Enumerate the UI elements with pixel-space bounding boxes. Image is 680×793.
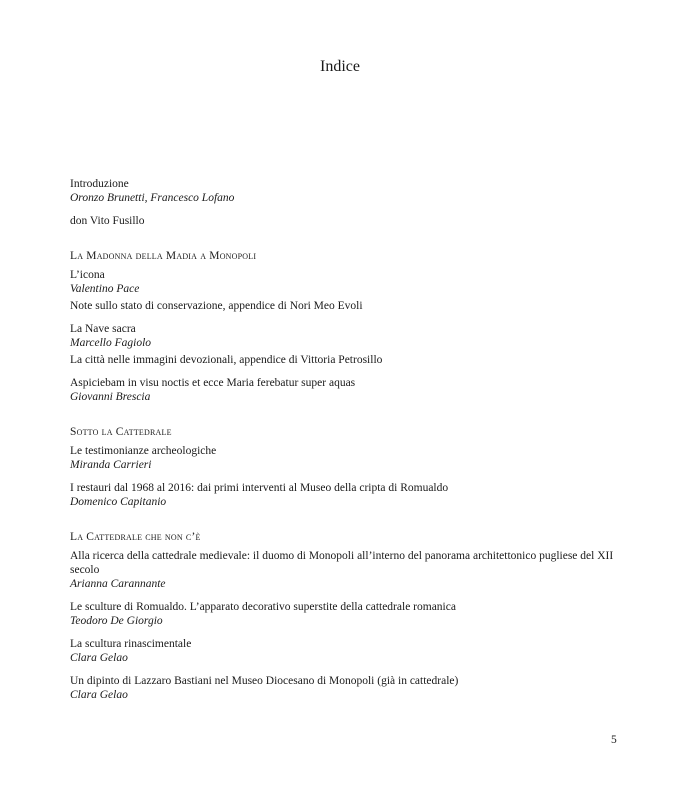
entry-title: Le testimonianze archeologiche [70,445,217,457]
section-heading: La Cattedrale che non c’è [70,531,201,543]
entry-author: Domenico Capitanio [70,496,167,508]
entry-title: La scultura rinascimentale [70,638,192,650]
entry-author: Marcello Fagiolo [70,337,152,349]
section-heading: La Madonna della Madia a Monopoli [70,250,257,262]
entry-title: Introduzione [70,178,129,190]
toc-entry [70,444,615,472]
toc-entry [70,376,615,404]
entry-title: Un dipinto di Lazzaro Bastiani nel Museo Diocesano di Monopoli (già in cattedrale) [70,675,459,687]
entry-author: Clara Gelao [70,689,128,701]
entry-title: I restauri dal 1968 al 2016: dai primi interventi al Museo della cripta di Romualdo [70,482,449,494]
toc-entry [70,674,615,702]
entry-author: Arianna Carannante [70,578,166,590]
toc-entry [70,600,615,628]
toc-entry [70,322,615,350]
entry-title: Alla ricerca della cattedrale medievale: il duomo di Monopoli all’interno del panorama architettonico pugliese del XII secolo [70,550,614,576]
toc-entry [70,549,615,591]
toc-entry [70,481,615,509]
page-title: Indice [320,58,360,75]
entry-author: Giovanni Brescia [70,391,151,403]
toc-entry [70,353,615,367]
entry-author: Teodoro De Giorgio [70,615,163,627]
toc-entry [70,268,615,296]
table-of-contents [70,177,615,711]
entry-title: La città nelle immagini devozionali, appendice di Vittoria Petrosillo [70,354,383,366]
entry-title: L’icona [70,269,105,281]
toc-entry [70,299,615,313]
toc-entry [70,637,615,665]
section-heading: Sotto la Cattedrale [70,426,172,438]
entry-author: Miranda Carrieri [70,459,152,471]
entry-author: Clara Gelao [70,652,128,664]
entry-title: Le sculture di Romualdo. L’apparato decorativo superstite della cattedrale romanica [70,601,456,613]
entry-author: Oronzo Brunetti, Francesco Lofano [70,192,235,204]
toc-entry-extra [70,214,615,228]
entry-title: Note sullo stato di conservazione, appendice di Nori Meo Evoli [70,300,363,312]
page-number: 5 [611,734,617,746]
entry-title: don Vito Fusillo [70,215,145,227]
entry-author: Valentino Pace [70,283,140,295]
entry-title: Aspiciebam in visu noctis et ecce Maria ferebatur super aquas [70,377,356,389]
toc-entry-introduction [70,177,615,205]
entry-title: La Nave sacra [70,323,136,335]
